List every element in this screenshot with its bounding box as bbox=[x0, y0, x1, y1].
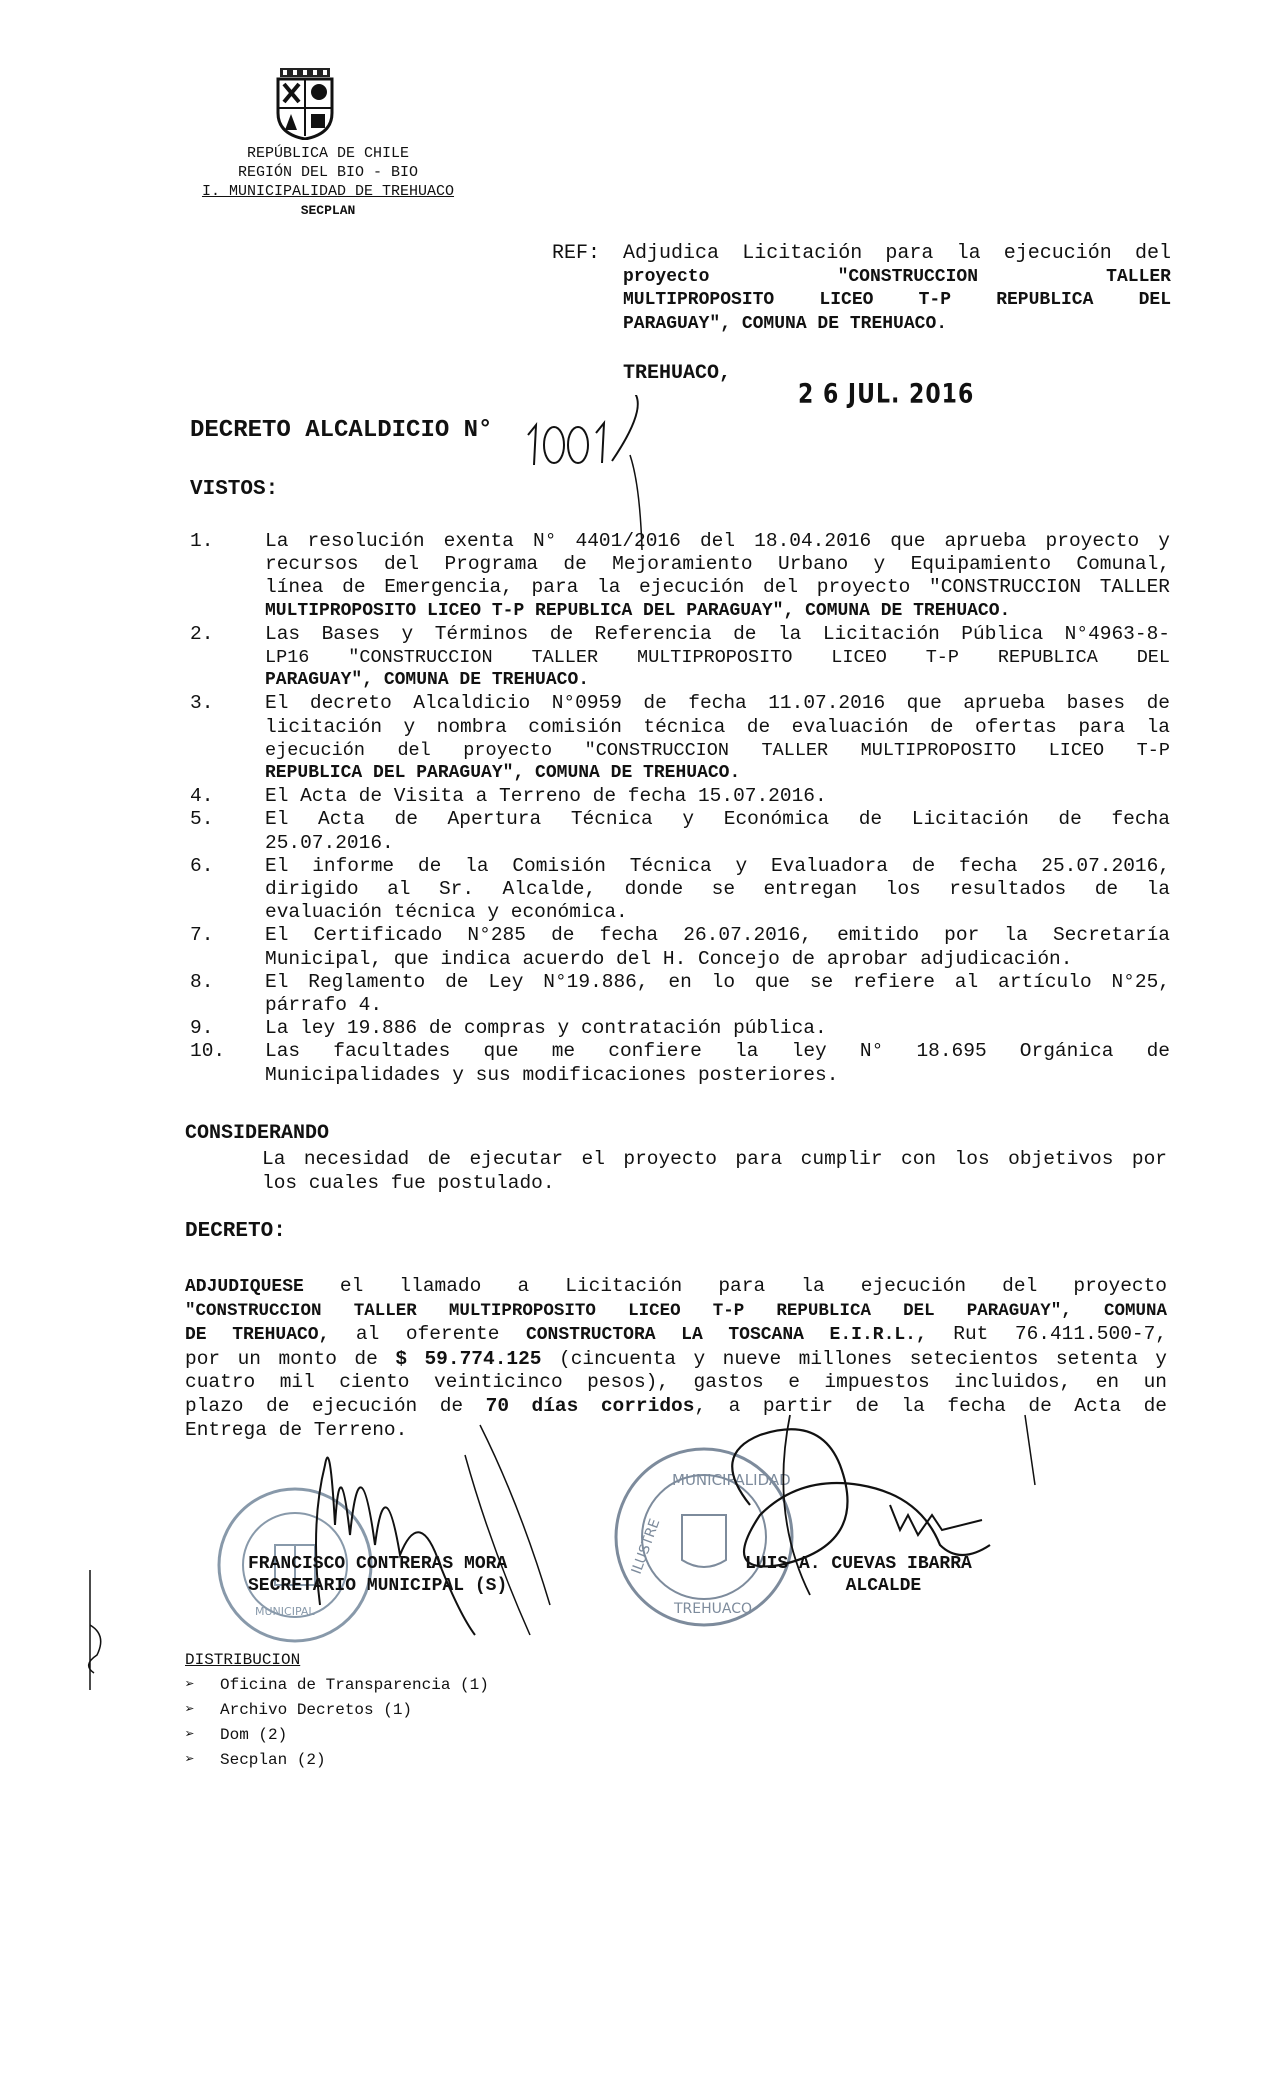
list-item bbox=[190, 855, 1170, 925]
decree-title: DECRETO ALCALDICIO N° bbox=[190, 417, 493, 444]
arrow-bullet-icon: ➢ bbox=[185, 1701, 195, 1719]
item-number: 4. bbox=[190, 785, 214, 808]
list-item bbox=[190, 808, 1170, 854]
distribution-heading: DISTRIBUCION bbox=[185, 1651, 301, 1669]
list-item bbox=[190, 1040, 1170, 1086]
decreto-fragment: plazo de ejecución de bbox=[185, 1394, 486, 1417]
ref-line: MULTIPROPOSITO LICEO T-P REPUBLICA DEL bbox=[623, 290, 1171, 310]
item-line: PARAGUAY", COMUNA DE TREHUACO. bbox=[265, 670, 590, 691]
decreto-line: "CONSTRUCCION TALLER MULTIPROPOSITO LICEO T-P REPUBLICA DEL PARAGUAY", COMUNA bbox=[185, 1300, 1167, 1321]
ref-line: PARAGUAY", COMUNA DE TREHUACO. bbox=[623, 313, 948, 334]
list-item bbox=[185, 1723, 489, 1748]
decreto-verb: ADJUDIQUESE bbox=[185, 1277, 304, 1297]
item-line: Municipalidades y sus modificaciones posteriores. bbox=[265, 1063, 839, 1086]
letterhead-department: SECPLAN bbox=[300, 203, 356, 218]
date-stamp: 2 6 JUL. 2016 bbox=[798, 379, 975, 410]
item-line: Las facultades que me confiere la ley N° 18.695 Orgánica de bbox=[265, 1040, 1170, 1063]
item-line: El Certificado N°285 de fecha 26.07.2016, emitido por la Secretaría bbox=[265, 924, 1170, 947]
item-line: LP16 "CONSTRUCCION TALLER MULTIPROPOSITO LICEO T-P REPUBLICA DEL bbox=[265, 647, 1170, 669]
list-item bbox=[190, 530, 1170, 623]
item-line: La ley 19.886 de compras y contratación pública. bbox=[265, 1017, 827, 1040]
item-line: REPUBLICA DEL PARAGUAY", COMUNA DE TREHUACO. bbox=[265, 763, 741, 784]
decreto-heading: DECRETO: bbox=[185, 1220, 286, 1243]
item-number: 5. bbox=[190, 808, 214, 831]
decreto-fragment: el llamado a Licitación para la ejecución del proyecto bbox=[303, 1275, 1167, 1297]
item-line: ejecución del proyecto "CONSTRUCCION TALLER MULTIPROPOSITO LICEO T-P bbox=[265, 739, 1170, 761]
item-line: licitación y nombra comisión técnica de evaluación de ofertas para la bbox=[265, 715, 1170, 738]
distribution-item: Secplan (2) bbox=[220, 1751, 326, 1769]
list-item bbox=[190, 623, 1170, 693]
item-number: 9. bbox=[190, 1017, 214, 1040]
place: TREHUACO, bbox=[623, 362, 732, 385]
item-line: La resolución exenta N° 4401/2016 del 18.04.2016 que aprueba proyecto y bbox=[265, 530, 1170, 552]
list-item bbox=[190, 971, 1170, 1017]
svg-text:ILUSTRE: ILUSTRE bbox=[628, 1516, 664, 1577]
considerando-text bbox=[262, 1148, 1167, 1195]
list-item bbox=[190, 785, 1170, 808]
list-item bbox=[190, 924, 1170, 970]
vistos-heading: VISTOS: bbox=[190, 478, 279, 501]
decreto-line: Entrega de Terreno. bbox=[185, 1418, 408, 1441]
arrow-bullet-icon: ➢ bbox=[185, 1751, 195, 1769]
item-line: El Reglamento de Ley N°19.886, en lo que se refiere al artículo N°25, bbox=[265, 970, 1170, 993]
decreto-line bbox=[185, 1348, 1167, 1372]
distribution-list bbox=[185, 1650, 489, 1773]
distribution-item: Oficina de Transparencia (1) bbox=[220, 1676, 489, 1694]
ref-line: proyecto "CONSTRUCCION TALLER bbox=[623, 266, 1171, 287]
svg-text:TREHUACO: TREHUACO bbox=[674, 1601, 753, 1617]
item-line: evaluación técnica y económica. bbox=[265, 901, 628, 924]
arrow-bullet-icon: ➢ bbox=[185, 1726, 195, 1744]
municipal-crest-icon bbox=[275, 68, 335, 140]
arrow-bullet-icon: ➢ bbox=[185, 1676, 195, 1694]
decreto-fragment: DE TREHUACO, bbox=[185, 1325, 330, 1346]
decreto-line bbox=[185, 1275, 1167, 1300]
list-item bbox=[185, 1673, 489, 1698]
ref-subject bbox=[623, 242, 1171, 336]
considerando-heading: CONSIDERANDO bbox=[185, 1122, 330, 1145]
distribution-item: Dom (2) bbox=[220, 1726, 288, 1744]
ref-label: REF: bbox=[552, 242, 601, 265]
list-item bbox=[185, 1748, 489, 1773]
item-number: 3. bbox=[190, 692, 214, 715]
decreto-fragment: por un monto de bbox=[185, 1347, 396, 1370]
vistos-list bbox=[190, 530, 1170, 1087]
list-item bbox=[190, 1017, 1170, 1040]
svg-text:MUNICIPAL: MUNICIPAL bbox=[255, 1605, 315, 1618]
considerando-line: La necesidad de ejecutar el proyecto para cumplir con los objetivos por bbox=[262, 1148, 1167, 1170]
execution-term: 70 días corridos bbox=[485, 1394, 695, 1417]
item-number: 6. bbox=[190, 854, 214, 877]
letterhead bbox=[178, 144, 478, 220]
item-line: El informe de la Comisión Técnica y Evaluadora de fecha 25.07.2016, bbox=[265, 854, 1170, 877]
contractor-rut: Rut 76.411.500-7, bbox=[926, 1323, 1168, 1346]
considerando-line: los cuales fue postulado. bbox=[262, 1171, 555, 1194]
item-number: 2. bbox=[190, 622, 214, 645]
decreto-fragment: , a partir de la fecha de Acta de bbox=[694, 1394, 1167, 1417]
ref-line: Adjudica Licitación para la ejecución del bbox=[623, 242, 1171, 265]
letterhead-country: REPÚBLICA DE CHILE bbox=[246, 145, 410, 162]
letterhead-region: REGIÓN DEL BIO - BIO bbox=[237, 164, 419, 181]
item-line: El Acta de Apertura Técnica y Económica de Licitación de fecha bbox=[265, 808, 1170, 831]
item-line: párrafo 4. bbox=[265, 994, 383, 1017]
item-line: Las Bases y Términos de Referencia de la Licitación Pública N°4963-8- bbox=[265, 622, 1170, 645]
letterhead-municipality: I. MUNICIPALIDAD DE TREHUACO bbox=[201, 183, 455, 200]
item-line: dirigido al Sr. Alcalde, donde se entregan los resultados de la bbox=[265, 878, 1170, 901]
secretary-signature-block bbox=[220, 1553, 507, 1597]
contractor-name: CONSTRUCTORA LA TOSCANA E.I.R.L., bbox=[525, 1325, 927, 1346]
item-line: El Acta de Visita a Terreno de fecha 15.07.2016. bbox=[265, 785, 827, 808]
mayor-signature-block bbox=[745, 1553, 972, 1597]
item-number: 1. bbox=[190, 530, 214, 552]
decreto-line bbox=[185, 1323, 1167, 1348]
item-number: 10. bbox=[190, 1040, 226, 1063]
item-line: línea de Emergencia, para la ejecución del proyecto "CONSTRUCCION TALLER bbox=[265, 576, 1170, 599]
list-item bbox=[185, 1698, 489, 1723]
contract-amount: $ 59.774.125 bbox=[395, 1347, 542, 1370]
secretary-name: FRANCISCO CONTRERAS MORA bbox=[248, 1554, 508, 1574]
item-line: El decreto Alcaldicio N°0959 de fecha 11.07.2016 que aprueba bases de bbox=[265, 692, 1170, 715]
margin-initial-mark bbox=[72, 1565, 112, 1695]
item-line: recursos del Programa de Mejoramiento Urbano y Equipamiento Comunal, bbox=[265, 553, 1170, 576]
list-item bbox=[190, 692, 1170, 785]
item-line: Municipal, que indica acuerdo del H. Concejo de aprobar adjudicación. bbox=[265, 947, 1073, 970]
item-line: 25.07.2016. bbox=[265, 831, 394, 854]
mayor-role: ALCALDE bbox=[845, 1576, 922, 1596]
mayor-name: LUIS A. CUEVAS IBARRA bbox=[745, 1554, 972, 1574]
decreto-fragment: (cincuenta y nueve millones setecientos setenta y bbox=[541, 1347, 1167, 1370]
item-number: 8. bbox=[190, 970, 214, 993]
distribution-item: Archivo Decretos (1) bbox=[220, 1701, 413, 1719]
item-line: MULTIPROPOSITO LICEO T-P REPUBLICA DEL PARAGUAY", COMUNA DE TREHUACO. bbox=[265, 600, 1011, 621]
secretary-role: SECRETARIO MUNICIPAL (S) bbox=[248, 1576, 508, 1596]
svg-text:MUNICIPALIDAD: MUNICIPALIDAD bbox=[672, 1471, 791, 1489]
secretary-signature bbox=[290, 1405, 570, 1645]
decreto-line: cuatro mil ciento veinticinco pesos), gastos e impuestos incluidos, en un bbox=[185, 1371, 1167, 1394]
item-number: 7. bbox=[190, 924, 214, 947]
decreto-fragment: al oferente bbox=[329, 1323, 526, 1346]
